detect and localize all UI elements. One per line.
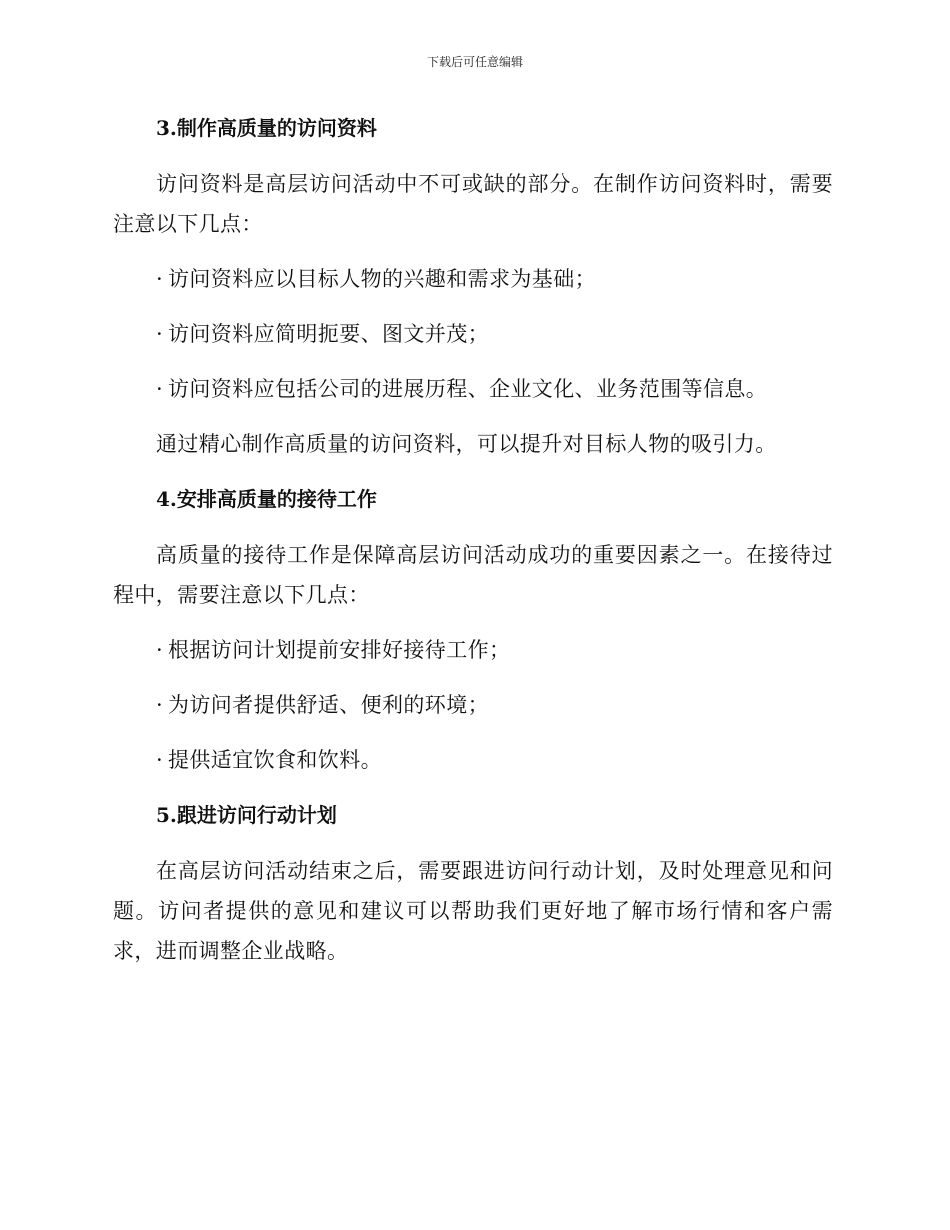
bullet-item: [113, 314, 833, 354]
document-body: [113, 108, 833, 986]
bullet-text: 为访问者提供舒适、便利的环境；: [168, 693, 489, 717]
bullet-dot-icon: ·: [156, 322, 164, 346]
bullet-text: 访问资料应包括公司的进展历程、企业文化、业务范围等信息。: [168, 377, 768, 401]
bullet-text: 提供适宜饮食和饮料。: [168, 748, 382, 772]
section-intro-paragraph: 高质量的接待工作是保障高层访问活动成功的重要因素之一。在接待过程中，需要注意以下几点：: [113, 543, 833, 607]
bullet-text: 访问资料应简明扼要、图文并茂；: [168, 322, 489, 346]
section-intro-paragraph: 访问资料是高层访问活动中不可或缺的部分。在制作访问资料时，需要注意以下几点：: [113, 172, 833, 236]
section-conclusion-paragraph: 通过精心制作高质量的访问资料，可以提升对目标人物的吸引力。: [156, 432, 777, 456]
bullet-text: 访问资料应以目标人物的兴趣和需求为基础；: [168, 267, 596, 291]
section-3: [113, 108, 833, 464]
bullet-item: [113, 369, 833, 409]
section-heading: 3.制作高质量的访问资料: [156, 116, 377, 140]
bullet-dot-icon: ·: [156, 267, 164, 291]
section-heading: 4.安排高质量的接待工作: [156, 487, 377, 511]
bullet-dot-icon: ·: [156, 377, 164, 401]
section-heading: 5.跟进访问行动计划: [156, 803, 337, 827]
page-header: 下载后可任意编辑: [426, 55, 523, 69]
bullet-item: [113, 259, 833, 299]
bullet-dot-icon: ·: [156, 748, 164, 772]
bullet-item: [113, 630, 833, 670]
bullet-item: [113, 740, 833, 780]
section-4: [113, 479, 833, 780]
bullet-item: [113, 685, 833, 725]
section-5: [113, 795, 833, 971]
bullet-dot-icon: ·: [156, 693, 164, 717]
bullet-dot-icon: ·: [156, 638, 164, 662]
section-intro-paragraph: 在高层访问活动结束之后，需要跟进访问行动计划，及时处理意见和问题。访问者提供的意见和建议可以帮助我们更好地了解市场行情和客户需求，进而调整企业战略。: [113, 859, 833, 963]
bullet-text: 根据访问计划提前安排好接待工作；: [168, 638, 511, 662]
